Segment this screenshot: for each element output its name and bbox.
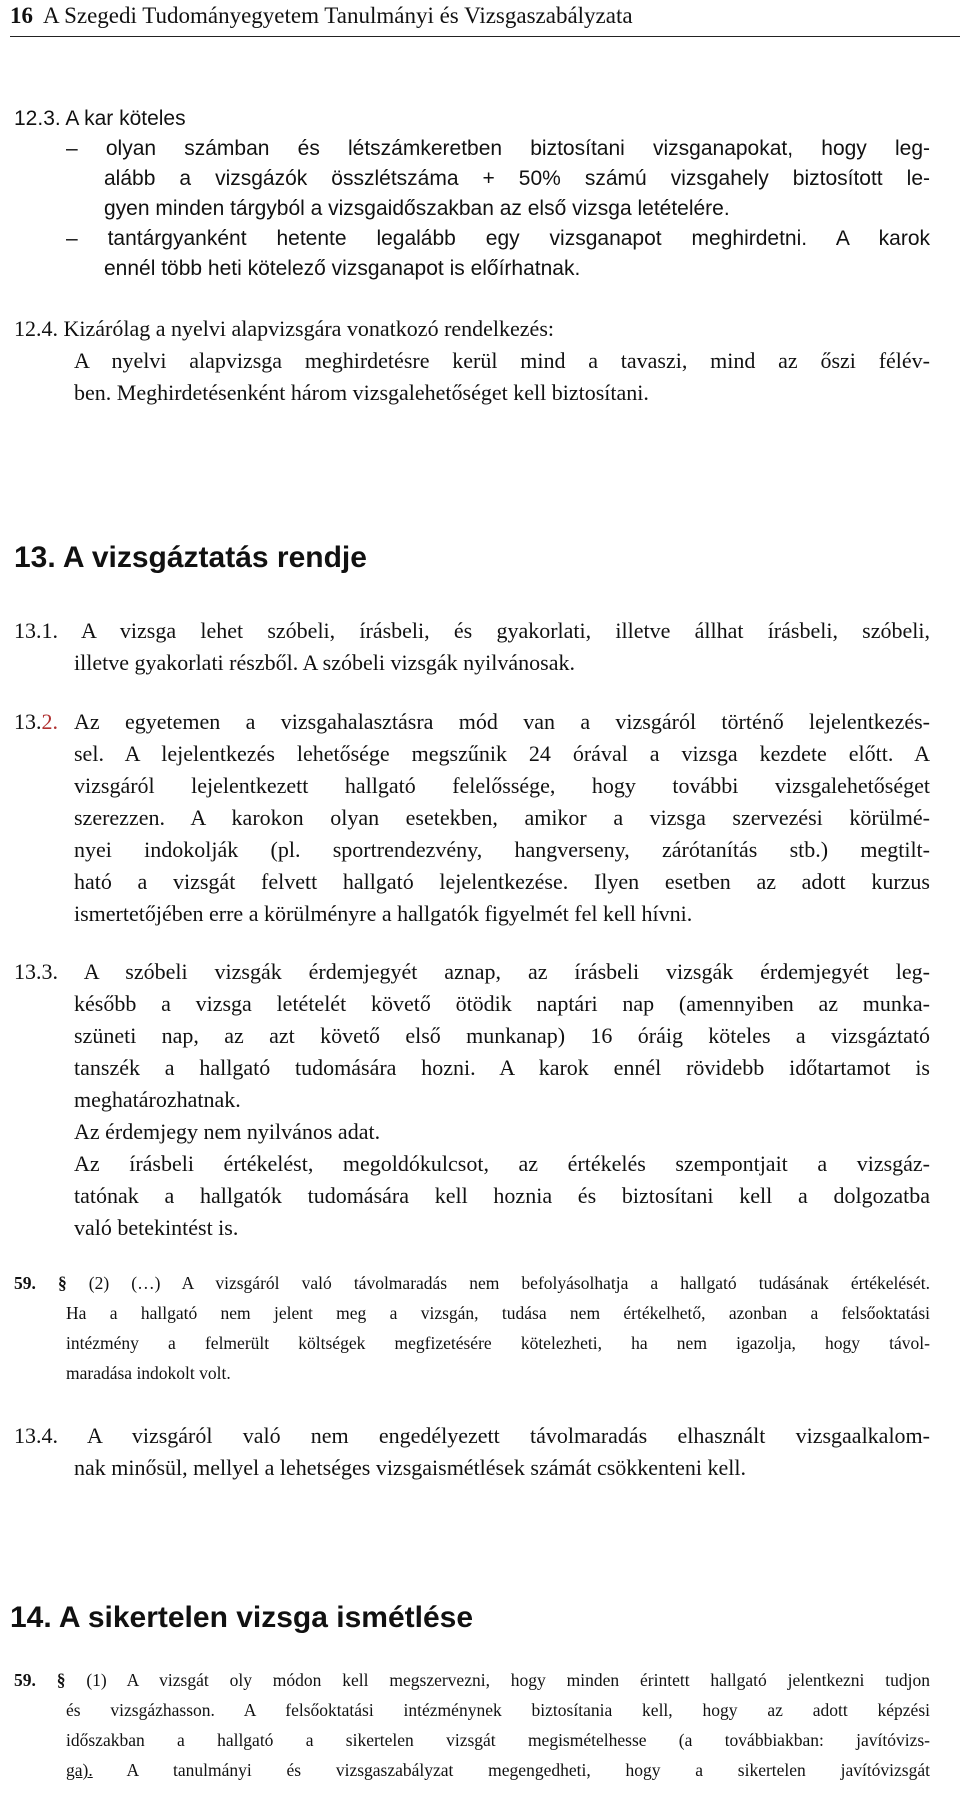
quote-59-2-line-3: intézmény a felmerült költségek megfizetésére kötelezheti, ha nem igazolja, hogy távol-: [66, 1333, 930, 1353]
section-13-3-line-7: Az írásbeli értékelést, megoldókulcsot, az értékelés szempontjait a vizsgáz-: [74, 1151, 930, 1176]
section-13-4-line-2: nak minősül, mellyel a lehetséges vizsgaismétlések számát csökkenteni kell.: [74, 1455, 747, 1480]
section-13-3-line-5: meghatározhatnak.: [74, 1087, 241, 1112]
section-13-3-line-4: tanszék a hallgató tudomására hozni. A karok ennél rövidebb időtartamot is: [74, 1055, 930, 1080]
s12-3-bullet-2-line-2: ennél több heti kötelező vizsganapot is előírhatnak.: [104, 257, 581, 280]
section-13-2-number: 13.2.: [14, 709, 58, 734]
s12-3-bullet-2-line-1: – tantárgyanként hetente legalább egy vizsganapot meghirdetni. A karok: [66, 227, 930, 250]
s12-3-bullet-1-line-3: gyen minden tárgyból a vizsgaidőszakban az első vizsga letételére.: [104, 197, 730, 220]
section-13-2-line-5: nyei indokolják (pl. sportrendezvény, hangverseny, zárótanítás stb.) megtilt-: [74, 837, 930, 862]
quote-59-2-line-1: 59. § (2) (…) A vizsgáról való távolmaradás nem befolyásolhatja a hallgató tudásának értékelését.: [14, 1273, 930, 1293]
section-13-3-line-8: tatónak a hallgatók tudomására kell hoznia és biztosítani kell a dolgozatba: [74, 1183, 930, 1208]
header-title: A Szegedi Tudományegyetem Tanulmányi és Vizsgaszabályzata: [43, 3, 633, 28]
quote-59-2-line-2: Ha a hallgató nem jelent meg a vizsgán, tudása nem értékelhető, azonban a felsőoktatási: [66, 1303, 930, 1323]
section-13-3-line-6: Az érdemjegy nem nyilvános adat.: [74, 1119, 381, 1144]
section-13-2-line-7: ismertetőjében erre a körülményre a hallgatók figyelmét fel kell hívni.: [74, 901, 693, 926]
section-13-3-line-2: később a vizsga letételét követő ötödik naptári nap (amennyiben az munka-: [74, 991, 930, 1016]
quote-59-1-line-3: időszakban a hallgató a sikertelen vizsgát megismételhesse (a továbbiakban: javítóvizs-: [66, 1730, 930, 1750]
section-12-3-lead: 12.3. A kar köteles: [14, 107, 186, 130]
section-12-4-line-1: 12.4. Kizárólag a nyelvi alapvizsgára vonatkozó rendelkezés:: [14, 316, 554, 341]
quote-59-1-line-2: és vizsgázhasson. A felsőoktatási intézménynek biztosítania kell, hogy az adott képzési: [66, 1700, 930, 1720]
section-13-3-line-9: való betekintést is.: [74, 1215, 239, 1240]
quote-59-2-line-4: maradása indokolt volt.: [66, 1363, 231, 1383]
section-13-4-line-1: 13.4. A vizsgáról való nem engedélyezett távolmaradás elhasznált vizsgaalkalom-: [14, 1423, 930, 1448]
section-13-1-line-2: illetve gyakorlati részből. A szóbeli vizsgák nyilvánosak.: [74, 650, 575, 675]
section-13-3-line-1: 13.3. A szóbeli vizsgák érdemjegyét aznap, az írásbeli vizsgák érdemjegyét leg-: [14, 959, 930, 984]
section-13-2-line-6: ható a vizsgát felvett hallgató lejelentkezése. Ilyen esetben az adott kurzus: [74, 869, 930, 894]
page-number: 16: [10, 3, 33, 28]
section-13-3-line-3: szüneti nap, az azt követő első munkanap) 16 óráig köteles a vizsgáztató: [74, 1023, 930, 1048]
quote-59-1-line-1: 59. § (1) A vizsgát oly módon kell megszervezni, hogy minden érintett hallgató jelentkezni tudjon: [14, 1670, 930, 1690]
section-13-2-line-1: Az egyetemen a vizsgahalasztásra mód van a vizsgáról történő lejelentkezés-: [74, 709, 930, 734]
heading-13: 13. A vizsgáztatás rendje: [14, 541, 367, 574]
section-12-4-line-3: ben. Meghirdetésenként három vizsgalehetőséget kell biztosítani.: [74, 380, 649, 405]
running-header: [10, 0, 960, 37]
s12-3-bullet-1-line-1: – olyan számban és létszámkeretben biztosítani vizsganapokat, hogy leg-: [66, 137, 930, 160]
quote-59-1-line-4: ga). A tanulmányi és vizsgaszabályzat megengedheti, hogy a sikertelen javítóvizsgát: [66, 1760, 930, 1780]
section-12-4-line-2: A nyelvi alapvizsga meghirdetésre kerül mind a tavaszi, mind az őszi félév-: [74, 348, 930, 373]
heading-14: 14. A sikertelen vizsga ismétlése: [10, 1601, 474, 1634]
section-13-1-line-1: 13.1. A vizsga lehet szóbeli, írásbeli, és gyakorlati, illetve állhat írásbeli, szóbeli,: [14, 618, 930, 643]
section-13-2-line-4: szerezzen. A karokon olyan esetekben, amikor a vizsga szervezési körülmé-: [74, 805, 930, 830]
section-13-2-line-2: sel. A lejelentkezés lehetősége megszűnik 24 órával a vizsga kezdete előtt. A: [74, 741, 930, 766]
s12-3-bullet-1-line-2: alább a vizsgázók összlétszáma + 50% számú vizsgahely biztosított le-: [104, 167, 930, 190]
section-13-2-line-3: vizsgáról lejelentkezett hallgató felelőssége, hogy további vizsgalehetőséget: [74, 773, 930, 798]
